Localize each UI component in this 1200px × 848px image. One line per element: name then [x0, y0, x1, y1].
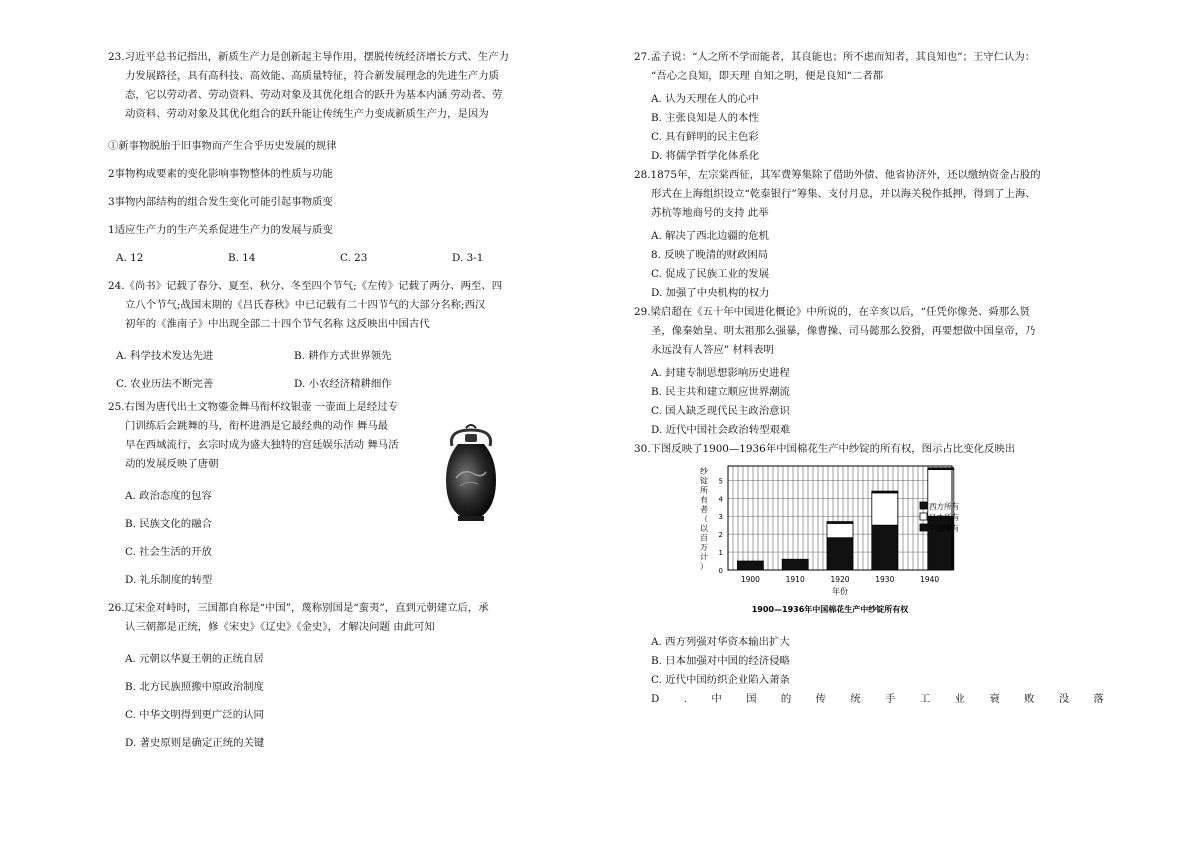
legend-label: 中国所有: [929, 524, 959, 533]
question-27-stem: 27.孟子说：“人之所不学而能者，其良能也；所不虑而知者，其良知也”；王守仁认为： “吾心之良知，即天理 自知之明，便是良知“二者都: [634, 51, 1036, 82]
question-26: [108, 599, 566, 753]
question-30-stem: 30.下图反映了1900—1936年中国棉花生产中纱锭的所有权，图示占比变化反映出: [634, 443, 1016, 455]
y-tick-label: 0: [718, 567, 723, 575]
x-axis-label: 年份: [832, 587, 848, 596]
x-tick-label: 1940: [920, 575, 940, 584]
bar-日本所有-1920: [827, 523, 853, 537]
question-24-options-row-2: [116, 375, 566, 394]
silver-pot-figure: [438, 420, 504, 524]
bar-西方所有-1920: [827, 522, 853, 524]
question-28: [634, 166, 1104, 303]
option-d[interactable]: D. 近代中国社会政治转型艰难: [651, 424, 791, 436]
option-b[interactable]: B. 民主共和建立顺应世界潮流: [651, 386, 790, 398]
chart-legend: [920, 501, 959, 533]
question-26-stem: 26.辽宋金对峙时，三国都自称是“中国”，蔑称别国是“蛮夷”，直到元朝建立后，承 认三朝都是正统，修《宋史》《辽史》《金史》，才解决问题 由此可知: [108, 602, 489, 633]
left-column: [108, 48, 566, 753]
option-a[interactable]: A. 科学技术发达先进: [116, 350, 214, 362]
option-c[interactable]: C. 国人缺乏现代民主政治意识: [651, 405, 790, 417]
chart-title: 1900—1936年中国棉花生产中纱锭所有权: [751, 605, 909, 614]
legend-label: 日本所有: [929, 513, 959, 522]
option-c[interactable]: C. 具有鲜明的民主色彩: [651, 131, 759, 143]
question-24-stem: 24.《尚书》记载了春分、夏至、秋分、冬至四个节气;《左传》记载了两分、两至、四 立八个节气;战国末期的《吕氏春秋》中已记载有二十四节气的大部分名称;西汉 初年的《淮南子》中出现全部二十四个节气名称 这反映出中国古代: [108, 280, 503, 330]
question-24-options-row-1: [116, 347, 566, 366]
question-23: [108, 48, 566, 268]
y-axis-label-char: ）: [700, 562, 708, 571]
y-tick-label: 5: [718, 477, 723, 486]
x-tick-label: 1900: [740, 575, 760, 584]
silver-pot-image: [438, 420, 504, 524]
statement-1: ①新事物脱胎于旧事物而产生合乎历史发展的规律: [108, 140, 337, 152]
statement-4: 1适应生产力的生产关系促进生产力的发展与质变: [108, 224, 333, 236]
option-a[interactable]: A. 12: [116, 252, 144, 264]
option-c[interactable]: C. 23: [340, 252, 368, 264]
chart-svg: [690, 460, 980, 616]
option-d[interactable]: D. 加强了中央机构的权力: [651, 287, 770, 299]
bar-西方所有-1936: [928, 468, 954, 470]
question-23-stem: 23.习近平总书记指出，新质生产力是创新起主导作用，摆脱传统经济增长方式、生产力 力发展路径，具有高科技、高效能、高质量特征，符合新发展理念的先进生产力质 态，它以劳动者、劳动资料、劳动对象及其优化组合的跃升为基本内涵 劳动者、劳 动资料、劳动对象及其优化组合的跃升能让传统生产力变成新质生产力，是因为: [108, 51, 509, 120]
legend-swatch: [920, 513, 927, 520]
option-b[interactable]: B. 耕作方式世界领先: [294, 350, 392, 362]
legend-swatch: [920, 502, 927, 509]
option-a[interactable]: A. 西方列强对华资本输出扩大: [651, 636, 790, 648]
question-25-stem: 25.右图为唐代出土文物鎏金舞马衔杯纹银壶 一壶面上是经过专 门训练后会跳舞的马，衔杯进酒是它最经典的动作 舞马最 早在西域流行，玄宗时成为盛大独特的宫廷娱乐活动 舞马活 动的发展反映了唐朝: [108, 401, 399, 470]
option-b[interactable]: 8. 反映了晚清的财政困局: [651, 249, 769, 261]
y-axis-label-char: 计: [700, 552, 708, 562]
y-axis-label-char: 百: [700, 533, 708, 543]
question-23-options: [116, 249, 566, 268]
option-b[interactable]: B. 14: [228, 252, 256, 264]
bar-中国所有-1930: [872, 525, 898, 570]
bar-日本所有-1930: [872, 493, 898, 525]
y-tick-label: 1: [718, 549, 723, 558]
bar-西方所有-1930: [872, 491, 898, 493]
y-axis-label-char: 所: [700, 486, 708, 495]
option-c[interactable]: C. 农业历法不断完善: [116, 378, 214, 390]
y-axis-label-char: 有: [700, 495, 708, 505]
y-axis-label-char: （: [700, 514, 708, 524]
x-tick-label: 1930: [875, 575, 895, 584]
option-b[interactable]: B. 日本加强对中国的经济侵略: [651, 655, 790, 667]
x-tick-label: 1910: [785, 575, 805, 584]
option-a[interactable]: A. 解决了西北边疆的危机: [651, 230, 770, 242]
question-29: [634, 303, 1104, 440]
option-c[interactable]: C. 社会生活的开放: [125, 546, 212, 558]
option-b[interactable]: B. 主张良知是人的本性: [651, 112, 759, 124]
bar-中国所有-1910: [782, 559, 808, 570]
option-d[interactable]: D . 中 国 的 传 统 手 工 业 衰 败 没 落: [651, 693, 1104, 705]
option-c[interactable]: C. 近代中国纺织企业陷入萧条: [651, 674, 790, 686]
y-axis-label-char: 锭: [700, 476, 708, 486]
option-d[interactable]: D. 小农经济精耕细作: [294, 378, 392, 390]
option-c[interactable]: C. 促成了民族工业的发展: [651, 268, 770, 280]
option-a[interactable]: A. 元朝以华夏王朝的正统自居: [125, 653, 264, 665]
option-d[interactable]: D. 礼乐制度的转型: [125, 574, 213, 586]
option-b[interactable]: B. 民族文化的融合: [125, 518, 212, 530]
option-a[interactable]: A. 政治态度的包容: [125, 490, 212, 502]
bar-中国所有-1920: [827, 538, 853, 570]
x-tick-label: 1920: [830, 575, 850, 584]
question-28-stem: 28.1875年，左宗棠西征，其军费筹集除了借助外债、他省协济外，还以缴纳资金占股的 形式在上海组织设立“乾泰银行”筹集、支付月息，并以海关税作抵押，得到了上海、 苏杭等地商号的支持 此举: [634, 169, 1041, 219]
y-tick-label: 3: [718, 513, 723, 522]
statement-3: 3事物内部结构的组合发生变化可能引起事物质变: [108, 196, 333, 208]
bar-中国所有-1900: [737, 561, 763, 570]
legend-label: 西方所有: [929, 502, 959, 511]
option-d[interactable]: D. 将儒学哲学化体系化: [651, 150, 760, 162]
option-a[interactable]: A. 认为天理在人的心中: [651, 93, 759, 105]
question-24: [108, 277, 566, 394]
y-tick-label: 4: [718, 495, 723, 504]
legend-swatch: [920, 524, 927, 531]
option-c[interactable]: C. 中华文明得到更广泛的认同: [125, 709, 264, 721]
option-d[interactable]: D. 3-1: [452, 252, 484, 264]
y-axis-label-char: 纱: [700, 467, 708, 476]
question-29-stem: 29.梁启超在《五十年中国进化概论》中所说的，在辛亥以后，“任凭你像尧、舜那么贤 圣，像秦始皇、明太祖那么强暴，像曹操、司马懿那么狡猾，再要想做中国皇帝，乃 永远没有人答应” 材料表明: [634, 306, 1036, 356]
question-27: [634, 48, 1104, 166]
spindle-ownership-chart: [690, 460, 980, 616]
statement-2: 2事物构成要素的变化影响事物整体的性质与功能: [108, 168, 333, 180]
option-d[interactable]: D. 著史原则是确定正统的关键: [125, 737, 265, 749]
y-axis-label-char: 者: [700, 505, 708, 514]
y-axis-label-char: 以: [700, 524, 708, 533]
y-tick-label: 2: [718, 531, 723, 540]
option-a[interactable]: A. 封建专制思想影响历史进程: [651, 367, 790, 379]
option-b[interactable]: B. 北方民族照搬中原政治制度: [125, 681, 264, 693]
y-axis-label-char: 万: [700, 543, 708, 552]
